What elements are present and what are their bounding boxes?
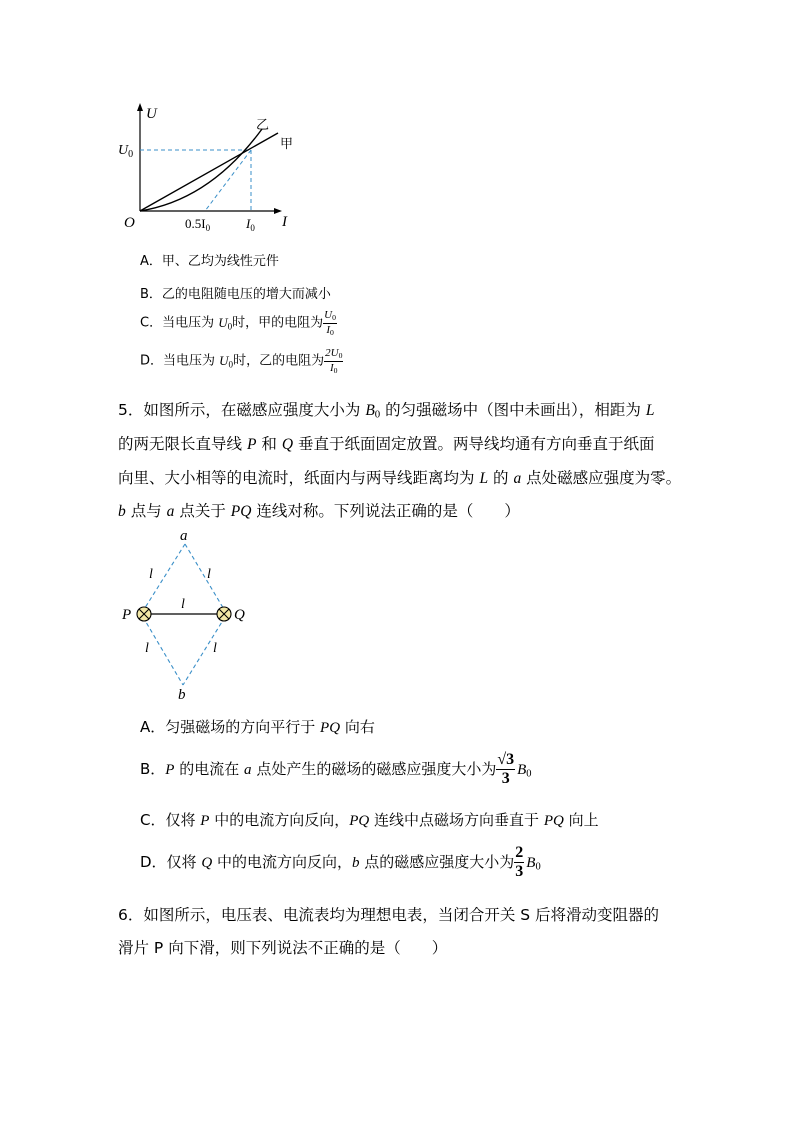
dashed-q-b xyxy=(183,617,225,685)
q4-c-mid: 时，甲的电阻为 xyxy=(232,315,324,331)
point-p-label: P xyxy=(122,607,132,623)
q4-d-fraction: $\frac{2U_0}{I_0}$ xyxy=(325,347,343,375)
jia-line xyxy=(140,133,278,211)
half-i0-label: $0.5I_0$ xyxy=(185,216,211,233)
q5-line-1: 5．如图所示，在磁感应强度大小为 $B_0$ 的匀强磁场中（图中未画出），相距为 L xyxy=(118,401,655,421)
u-axis-arrow-icon xyxy=(137,103,143,111)
q5-line-2: 的两无限长直导线 P 和 Q 垂直于纸面固定放置。两导线均通有方向垂直于纸面 xyxy=(118,435,655,453)
wire-p-into-page-icon xyxy=(137,607,151,621)
q4-option-a[interactable]: A．甲、乙均为线性元件 xyxy=(140,254,279,269)
q5-line-4: b 点与 a 点关于 PQ 连线对称。下列说法正确的是（ ） xyxy=(118,502,520,520)
point-q-label: Q xyxy=(234,607,245,623)
length-label-mid: l xyxy=(181,597,185,612)
q6-line-2: 滑片 P 向下滑，则下列说法不正确的是（ ） xyxy=(118,939,448,957)
q4-c-var: $U_0$ xyxy=(218,314,233,331)
q4-option-d[interactable] xyxy=(140,348,343,374)
q5-option-b[interactable]: B．P 的电流在 a 点处产生的磁场的磁感应强度大小为 $\frac{√3}{3}$ $B_0$ xyxy=(140,751,532,787)
q4-c-fraction: $\frac{U_0}{I_0}$ xyxy=(324,309,336,337)
wire-q-into-page-icon xyxy=(217,607,231,621)
q4-d-var: $U_0$ xyxy=(219,352,234,369)
q5-line-3: 向里、大小相等的电流时，纸面内与两导线距离均为 L 的 a 点处磁感应强度为零。 xyxy=(118,469,682,487)
dashed-p-b xyxy=(143,617,183,685)
yi-curve xyxy=(140,129,262,211)
q4-option-c[interactable] xyxy=(140,310,337,336)
i-axis-label: I xyxy=(282,214,287,230)
u0-label: $U_0$ xyxy=(118,143,134,160)
rhombus-diagram xyxy=(115,525,265,705)
jia-label: 甲 xyxy=(280,136,294,151)
q6-line-1: 6．如图所示，电压表、电流表均为理想电表，当闭合开关 S 后将滑动变阻器的 xyxy=(118,906,660,924)
length-label-top-right: l xyxy=(207,567,211,582)
q5-d-fraction: $\frac{2}{3}$ xyxy=(515,844,524,880)
q4-c-prefix: C．当电压为 xyxy=(140,315,219,331)
ui-graph xyxy=(110,95,310,235)
point-b-label: b xyxy=(178,687,186,703)
u-axis-label: U xyxy=(146,106,157,122)
dashed-a-q xyxy=(185,544,225,611)
q5-b-fraction: $\frac{√3}{3}$ xyxy=(497,751,515,787)
q4-option-b[interactable]: B．乙的电阻随电压的增大而减小 xyxy=(140,287,331,302)
i-axis-arrow-icon xyxy=(274,208,282,214)
i0-label: $I_0$ xyxy=(246,216,255,233)
q5-option-c[interactable]: C．仅将 P 中的电流方向反向，PQ 连线中点磁场方向垂直于 PQ 向上 xyxy=(140,811,599,829)
length-label-bot-left: l xyxy=(145,641,149,656)
yi-label: 乙 xyxy=(256,117,270,132)
q4-d-mid: 时，乙的电阻为 xyxy=(233,353,325,369)
point-a-label: a xyxy=(180,528,188,544)
q5-option-d[interactable]: D．仅将 Q 中的电流方向反向，b 点的磁感应强度大小为 $\frac{2}{3}$ $B_0$ xyxy=(140,844,541,880)
q5-option-a[interactable]: A．匀强磁场的方向平行于 PQ 向右 xyxy=(140,718,375,736)
length-label-top-left: l xyxy=(149,567,153,582)
q4-d-prefix: D．当电压为 xyxy=(140,353,220,369)
length-label-bot-right: l xyxy=(213,641,217,656)
origin-label: O xyxy=(124,215,135,231)
